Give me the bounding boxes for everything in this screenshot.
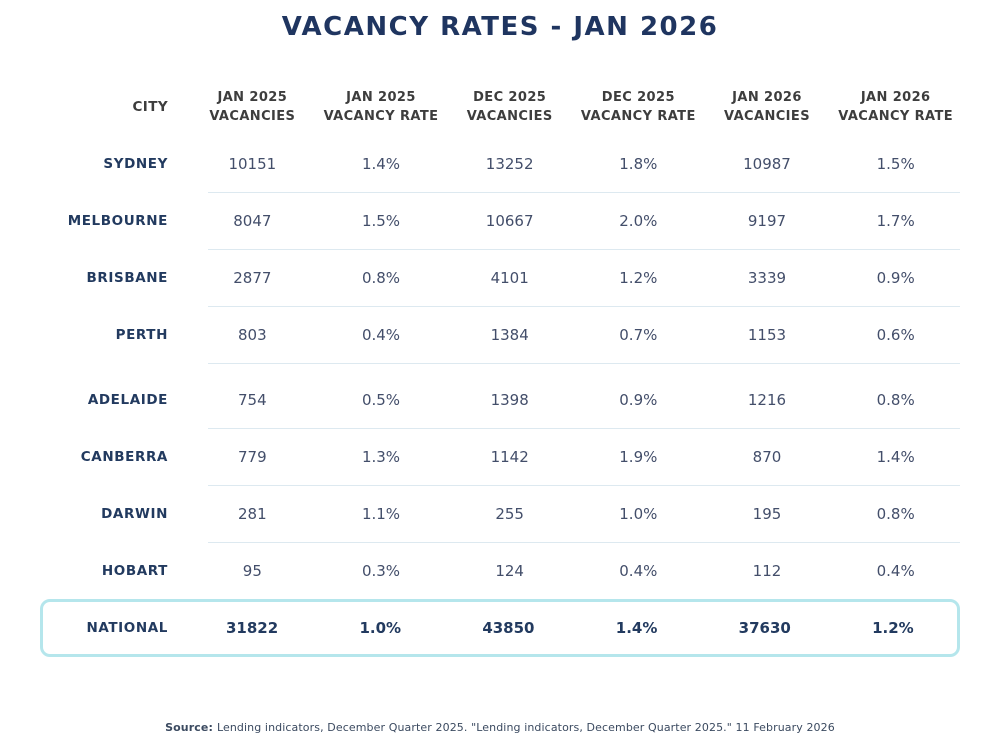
table-row-brisbane [40,250,960,306]
header-line: VACANCIES [466,109,553,124]
cell-value: 1.8% [619,155,658,173]
header-line: JAN 2026 [860,90,931,106]
table-header-row [40,80,960,136]
group-spacer [40,364,960,372]
cell-value: 0.6% [876,326,915,344]
city-label: DARWIN [101,506,168,522]
table-row-national-highlight [40,599,960,657]
header-line: JAN 2025 [217,90,288,106]
cell-value: 0.8% [876,505,915,523]
cell-value: 9197 [747,212,787,230]
cell-value: 2877 [233,269,272,287]
cell-value: 754 [238,391,267,409]
header-line: VACANCIES [724,109,810,124]
header-line: JAN 2025 [346,90,416,106]
cell-value: 1142 [490,448,529,466]
source-text: Lending indicators, December Quarter 2025. "Lending indicators, December Quarter 2025." 11 February 2026 [216,721,835,734]
cell-value: 112 [752,562,782,580]
header-line: JAN 2026 [732,90,802,106]
cell-value: 1.5% [361,212,401,230]
cell-value: 0.9% [876,269,915,287]
source-attribution [0,721,1000,734]
header-line: VACANCY RATE [323,109,439,124]
cell-value: 0.7% [619,326,658,344]
cell-value: 1.9% [619,448,658,466]
source-label: Source: [165,721,213,734]
cell-value: 1.3% [361,448,401,466]
column-header-city [40,98,188,118]
cell-value: 1216 [747,391,787,409]
cell-value: 10987 [743,155,791,173]
cell-value: 3339 [747,269,787,287]
column-header-dec2025-vacancies [445,89,574,127]
cell-value: 95 [242,562,262,580]
cell-value: 1.4% [876,448,915,466]
vacancy-table [40,80,960,657]
table-row-perth [40,307,960,363]
cell-value: 0.4% [619,562,658,580]
city-label: HOBART [101,563,168,579]
cell-value: 10151 [228,155,277,173]
cell-value: 1384 [490,326,529,344]
city-label: CANBERRA [80,449,168,465]
cell-value: 43850 [482,619,535,637]
cell-value: 779 [238,448,267,466]
table-row-melbourne [40,193,960,249]
header-line: VACANCIES [209,109,296,124]
cell-value: 1.5% [876,155,915,173]
cell-value: 2.0% [619,212,658,230]
table-row-canberra [40,429,960,485]
cell-value: 37630 [738,619,791,637]
cell-value: 8047 [233,212,272,230]
page-title: VACANCY RATES - JAN 2026 [281,12,719,42]
city-label: PERTH [115,327,168,343]
cell-value: 124 [495,562,524,580]
cell-value: 4101 [490,269,529,287]
column-header-jan2025-vacancies [188,89,317,127]
column-header-jan2026-rate [831,89,960,127]
table-row-sydney [40,136,960,192]
cell-value: 281 [238,505,267,523]
cell-value: 870 [752,448,782,466]
cell-value: 0.5% [361,391,401,409]
header-line: DEC 2025 [601,90,675,106]
cell-value: 1.2% [872,619,914,637]
cell-value: 0.8% [876,391,915,409]
header-line: DEC 2025 [473,90,547,106]
cell-value: 255 [495,505,524,523]
cell-value: 0.9% [619,391,658,409]
header-line: VACANCY RATE [580,109,696,124]
city-label: BRISBANE [86,270,168,286]
cell-value: 1.1% [361,505,401,523]
cell-value: 0.3% [361,562,401,580]
city-label: SYDNEY [103,156,168,172]
cell-value: 1.2% [619,269,658,287]
header-line: VACANCY RATE [838,109,954,124]
cell-value: 31822 [225,619,279,637]
table-row-adelaide [40,372,960,428]
city-label: NATIONAL [86,620,168,636]
table-row-darwin [40,486,960,542]
cell-value: 1398 [490,391,529,409]
cell-value: 13252 [485,155,534,173]
cell-value: 195 [752,505,782,523]
cell-value: 1153 [747,326,787,344]
cell-value: 0.4% [361,326,401,344]
column-header-jan2026-vacancies [703,89,832,127]
cell-value: 1.4% [361,155,401,173]
column-header-dec2025-rate [574,89,703,127]
cell-value: 1.7% [876,212,915,230]
header-line: CITY [132,99,168,116]
city-label: MELBOURNE [67,213,168,229]
cell-value: 1.0% [359,619,402,637]
cell-value: 0.8% [361,269,401,287]
cell-value: 803 [238,326,267,344]
cell-value: 10667 [485,212,534,230]
cell-value: 1.4% [615,619,658,637]
city-label: ADELAIDE [87,392,168,408]
table-row-hobart [40,543,960,599]
cell-value: 1.0% [619,505,658,523]
column-header-jan2025-rate [317,89,446,127]
cell-value: 0.4% [876,562,915,580]
